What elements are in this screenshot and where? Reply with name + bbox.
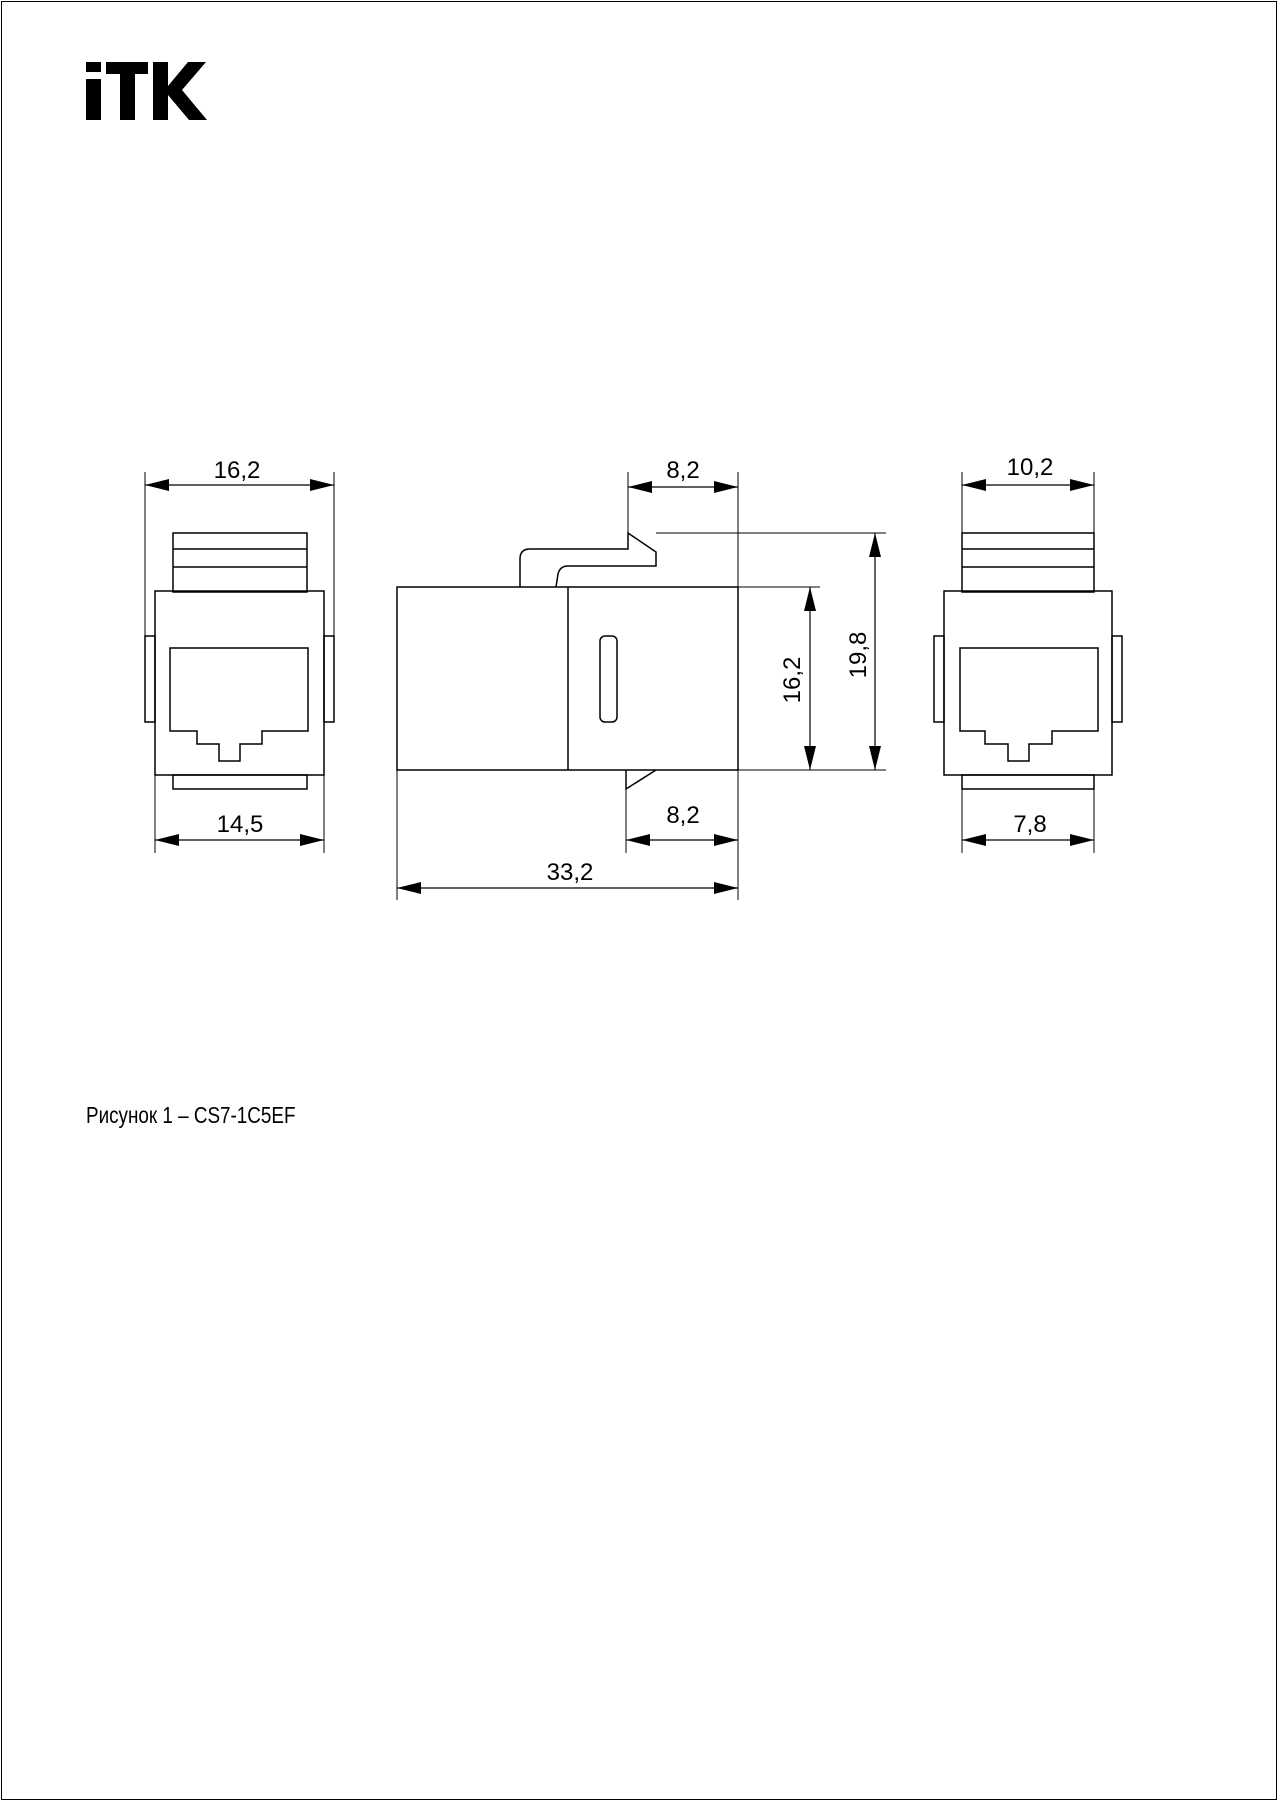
- dim-side-body-height: 16,2: [779, 656, 806, 704]
- back-view: [934, 533, 1122, 789]
- dim-front-width-bottom: 14,5: [216, 811, 264, 838]
- figure-caption: Рисунок 1 – CS7-1C5EF: [86, 1102, 296, 1128]
- dim-side-total-length: 33,2: [546, 859, 594, 886]
- dim-back-width-top: 10,2: [1006, 454, 1054, 481]
- dim-side-latch-top: 8,2: [666, 457, 700, 484]
- front-view: [145, 533, 334, 789]
- side-view: [397, 533, 738, 789]
- dim-side-latch-bottom: 8,2: [666, 802, 700, 829]
- dim-back-width-bottom: 7,8: [1013, 811, 1047, 838]
- dim-front-width-top: 16,2: [213, 457, 261, 484]
- dim-side-total-height: 19,8: [845, 631, 872, 679]
